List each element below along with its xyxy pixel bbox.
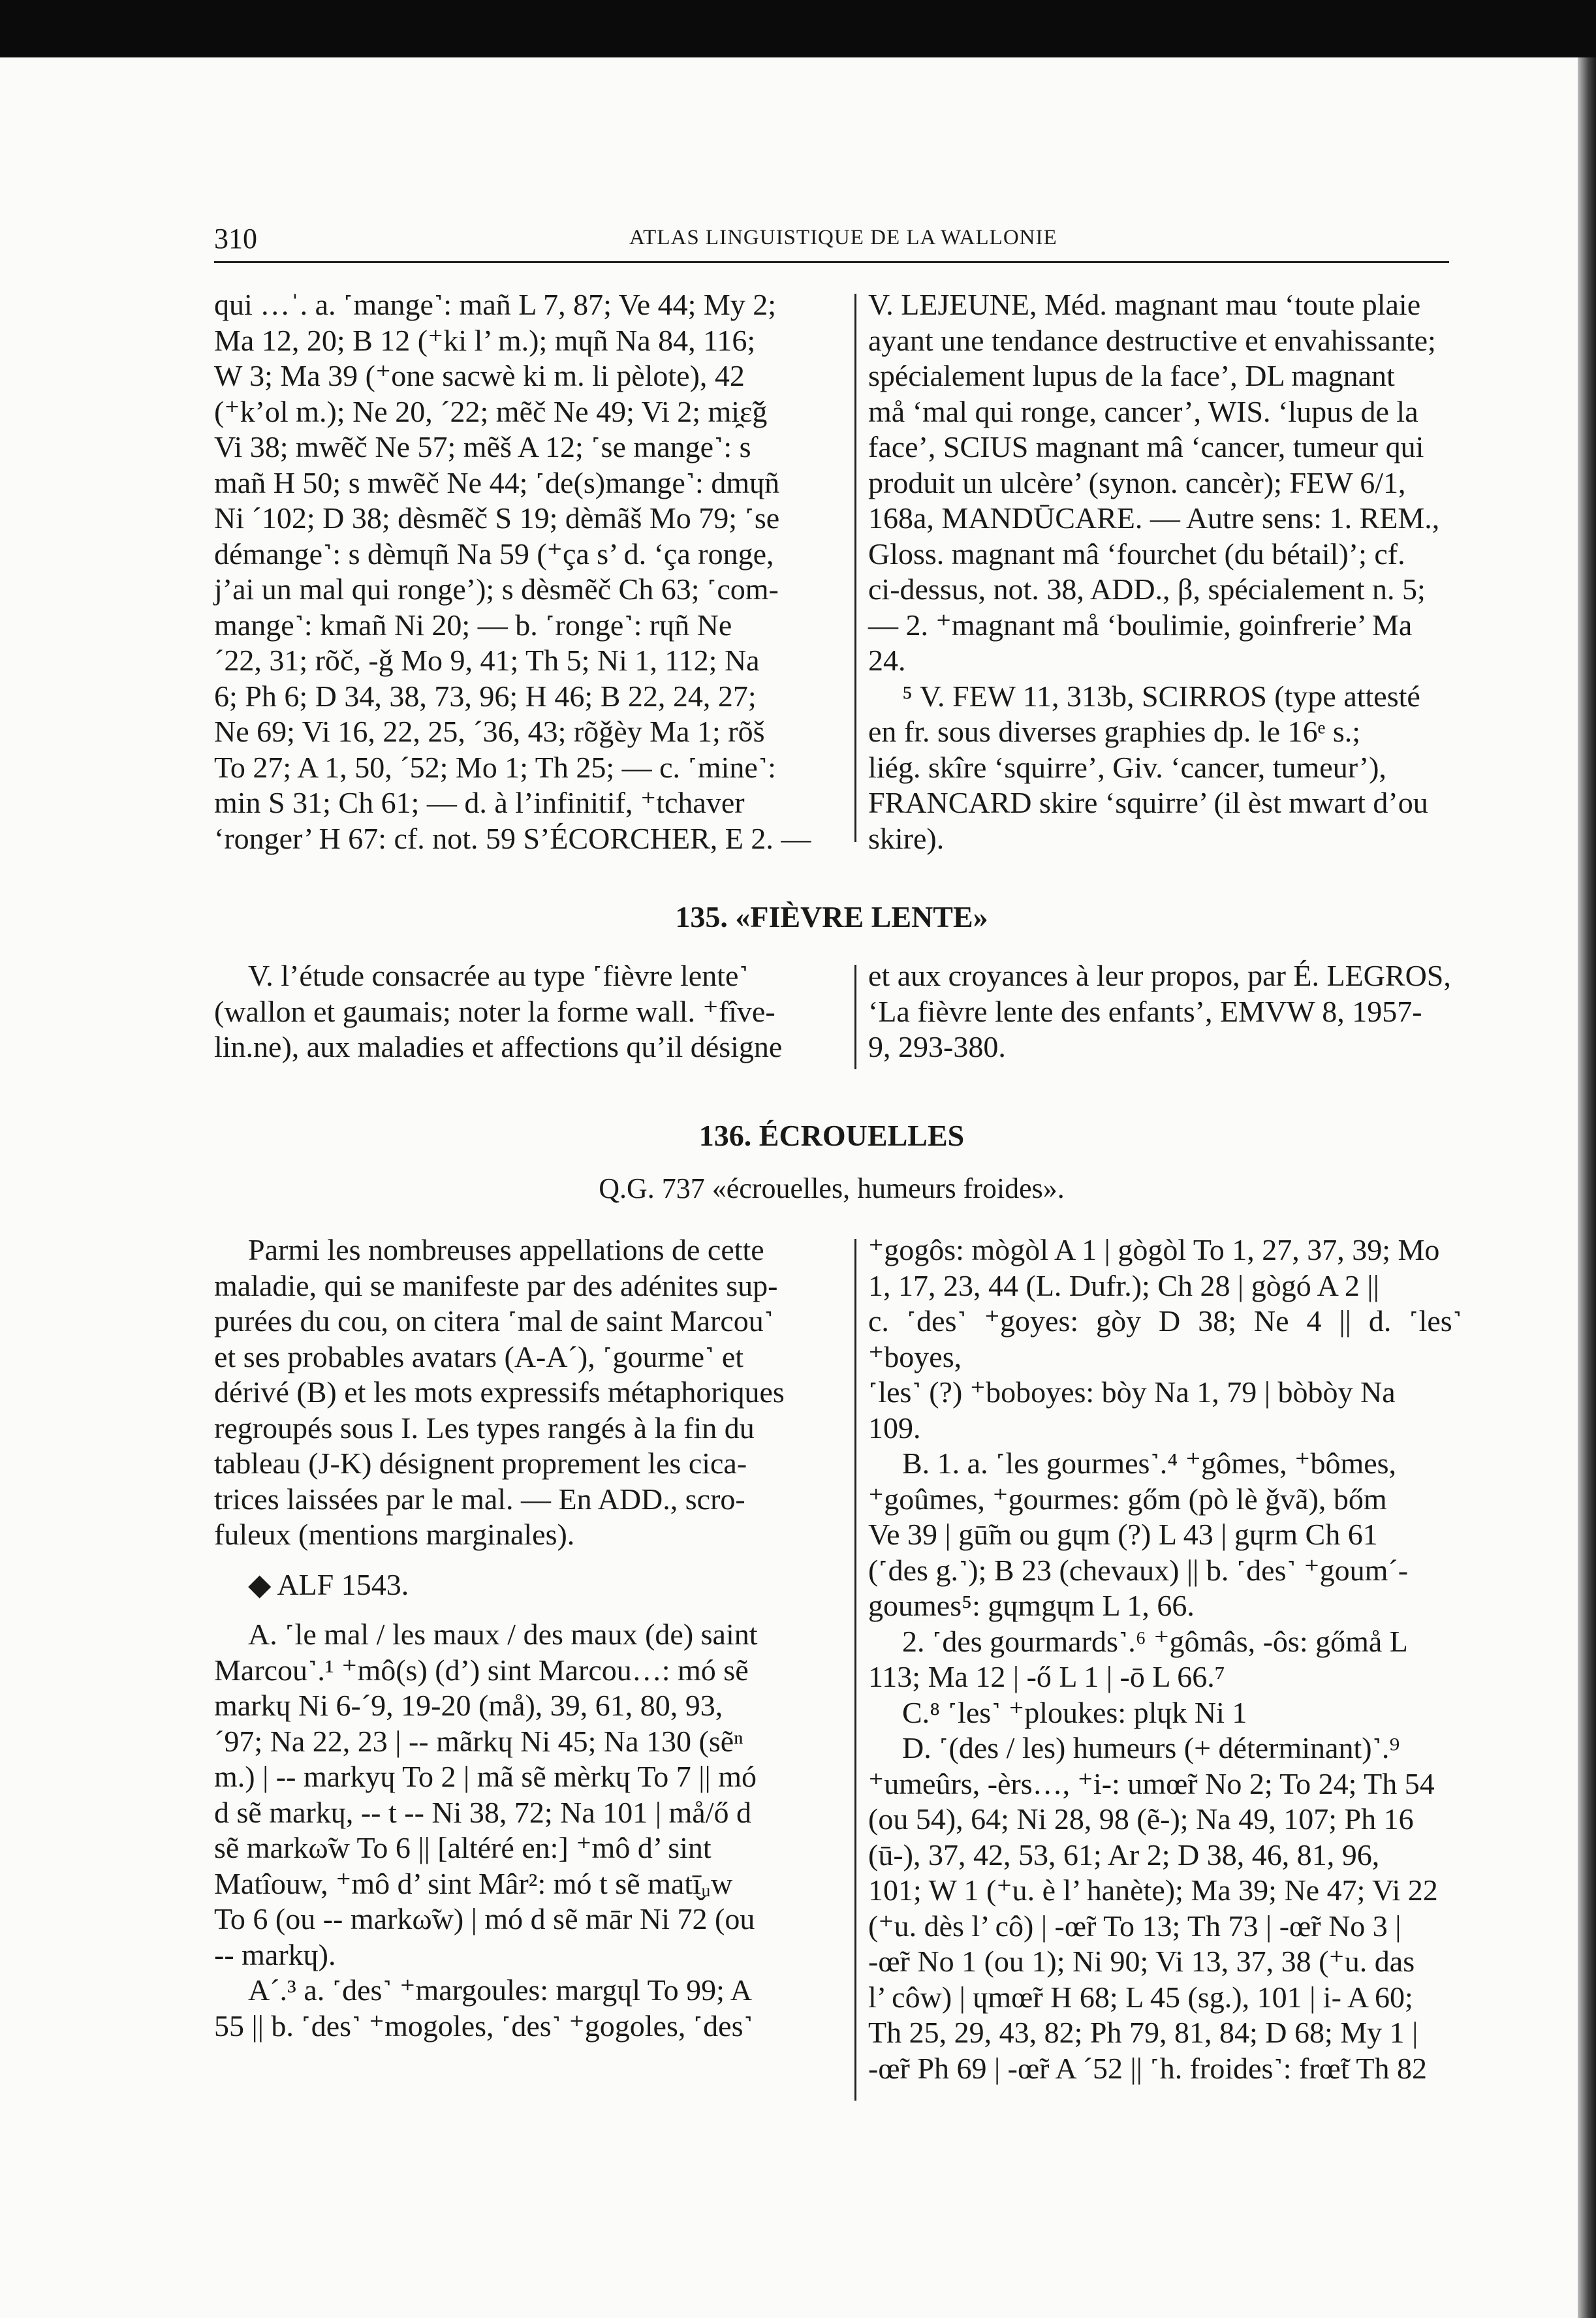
text-line: tableau (J-K) désignent proprement les cica- [214, 1447, 747, 1480]
text-line: 24. [868, 644, 906, 677]
text-line: dérivé (B) et les mots expressifs métaphoriques [214, 1375, 785, 1409]
text-line: purées du cou, on citera ˹mal de saint Marcou˺ [214, 1304, 774, 1338]
text-line: ayant une tendance destructive et envahissante; [868, 323, 1436, 357]
text-line: ‘La fièvre lente des enfants’, EMVW 8, 1957- [868, 994, 1422, 1028]
text-line: ´97; Na 22, 23 | -- mãrkɥ Ni 45; Na 130 (sẽⁿ [214, 1724, 743, 1758]
running-title: ATLAS LINGUISTIQUE DE LA WALLONIE [629, 226, 1057, 249]
paragraph-gap [214, 1603, 842, 1617]
text-line: V. l’étude consacrée au type ˹fièvre lente˺ [248, 959, 749, 992]
text-line: — 2. ⁺magnant må ‘boulimie, goinfrerie’ Ma [868, 608, 1413, 642]
text-line: 9, 293-380. [868, 1030, 1006, 1063]
text-line: To 27; A 1, 50, ´52; Mo 1; Th 25; — c. ˹mine˺: [214, 750, 776, 784]
text-line: (ou 54), 64; Ni 28, 98 (ẽ-); Na 49, 107; Ph 16 [868, 1802, 1414, 1836]
text-line: trices laissées par le mal. — En ADD., scro- [214, 1482, 745, 1516]
text-line: Ne 69; Vi 16, 22, 25, ´36, 43; rõǧèy Ma 1; rõš [214, 715, 765, 748]
text-line: d sẽ markɥ, -- t -- Ni 38, 72; Na 101 | må/ő d [214, 1795, 751, 1829]
text-line: ci-dessus, not. 38, ADD., β, spécialement n. 5; [868, 572, 1426, 606]
text-line: fuleux (mentions marginales). [214, 1518, 575, 1551]
text-line: skire). [868, 821, 945, 855]
text-line: maladie, qui se manifeste par des adénites sup- [214, 1268, 778, 1302]
text-line: -œ̃r Ph 69 | -œ̃r A ´52 || ˹h. froides˺: frœ̃t Th 82 [868, 2051, 1427, 2085]
text-line: l’ côw) | ɥmœ̃r H 68; L 45 (sg.), 101 | i- A 60; [868, 1980, 1413, 2014]
paragraph-gap [214, 1553, 842, 1567]
running-head [214, 222, 1449, 255]
text-line: (⁺k’ol m.); Ne 20, ´22; mẽč Ne 49; Vi 2; mi̯ɛ̃ǧ [214, 394, 768, 428]
text-line: ´22, 31; rõč, -ǧ Mo 9, 41; Th 5; Ni 1, 112; Na [214, 644, 760, 677]
text-line: må ‘mal qui ronge, cancer’, WIS. ‘lupus de la [868, 394, 1418, 428]
text-line: markɥ Ni 6-´9, 19-20 (må), 39, 61, 80, 93, [214, 1689, 723, 1722]
text-line: V. LEJEUNE, Méd. magnant mau ‘toute plaie [868, 288, 1421, 321]
text-line: 1, 17, 23, 44 (L. Dufr.); Ch 28 | gògó A 2 || [868, 1268, 1379, 1302]
top-right-column [868, 287, 1462, 856]
text-line: 113; Ma 12 | -ő L 1 | -ō L 66.⁷ [868, 1660, 1225, 1693]
text-line: sẽ markω̃w To 6 || [altéré en:] ⁺mô d’ sint [214, 1831, 712, 1864]
text-line: 55 || b. ˹des˺ ⁺mogoles, ˹des˺ ⁺gogoles, ˹des˺ [214, 2009, 753, 2043]
text-line: Marcou˺.¹ ⁺mô(s) (d’) sint Marcou…: mó sẽ [214, 1653, 749, 1687]
text-line: A. ˹le mal / les maux / des maux (de) saint [248, 1618, 758, 1651]
section-135-left [214, 958, 842, 1065]
text-line: qui …ˈ. a. ˹mange˺: mañ L 7, 87; Ve 44; My 2; [214, 288, 777, 321]
text-line: et ses probables avatars (A-A´), ˹gourme˺ et [214, 1339, 744, 1373]
text-line: produit un ulcère’ (synon. cancèr); FEW 6/1, [868, 465, 1406, 499]
section-136-subheading: Q.G. 737 «écrouelles, humeurs froides». [599, 1172, 1065, 1204]
text-line: C.⁸ ˹les˺ ⁺ploukes: plɥk Ni 1 [902, 1695, 1247, 1729]
text-line: A´.³ a. ˹des˺ ⁺margoules: margɥl To 99; A [248, 1973, 753, 2007]
text-line: regroupés sous I. Les types rangés à la fin du [214, 1411, 755, 1445]
text-line: (˹des g.˺); B 23 (chevaux) || b. ˹des˺ ⁺goum´- [868, 1553, 1409, 1587]
section-136-left [214, 1232, 842, 2044]
text-line: face’, SCIUS magnant mâ ‘cancer, tumeur qui [868, 430, 1424, 463]
text-line: Ve 39 | gū̃m ou gɥm (?) L 43 | gɥrm Ch 61 [868, 1518, 1378, 1551]
column-rule [854, 965, 856, 1069]
text-line: B. 1. a. ˹les gourmes˺.⁴ ⁺gômes, ⁺bômes, [902, 1447, 1397, 1480]
text-line: -- markɥ). [214, 1937, 336, 1971]
top-left-column [214, 287, 842, 856]
text-line: ‘ronger’ H 67: cf. not. 59 S’ÉCORCHER, E 2. — [214, 821, 811, 855]
text-line: liég. skîre ‘squirre’, Giv. ‘cancer, tumeur’), [868, 750, 1386, 784]
text-line: démange˺: s dèmɥñ Na 59 (⁺ça s’ d. ‘ça ronge, [214, 537, 774, 571]
text-line: Th 25, 29, 43, 82; Ph 79, 81, 84; D 68; My 1 | [868, 2016, 1418, 2049]
footnote-5: ⁵ V. FEW 11, 313b, SCIRROS (type attesté [902, 679, 1420, 713]
text-line: mañ H 50; s mwẽč Ne 44; ˹de(s)mange˺: dmɥñ [214, 465, 780, 499]
text-line: (ū-), 37, 42, 53, 61; Ar 2; D 38, 46, 81, 96, [868, 1838, 1380, 1872]
text-line: 101; W 1 (⁺u. è l’ hanète); Ma 39; Ne 47; Vi 22 [868, 1873, 1438, 1907]
text-line: Parmi les nombreuses appellations de cette [248, 1233, 764, 1266]
text-line: Gloss. magnant mâ ‘fourchet (du bétail)’; cf. [868, 537, 1405, 571]
section-136-right [868, 1232, 1462, 2086]
text-line: goumes⁵: gɥmgɥm L 1, 66. [868, 1589, 1195, 1622]
scan-top-border [0, 0, 1596, 57]
header-rule [214, 261, 1449, 263]
text-line: ⁺umeûrs, -èrs…, ⁺i-: umœ̃r No 2; To 24; Th 54 [868, 1766, 1435, 1800]
text-line: 2. ˹des gourmards˺.⁶ ⁺gômâs, -ôs: gőmå L [902, 1624, 1408, 1658]
text-line: D. ˹(des / les) humeurs (+ déterminant)˺.⁹ [902, 1731, 1400, 1764]
text-line: W 3; Ma 39 (⁺one sacwè ki m. li pèlote), 42 [214, 359, 745, 392]
text-line: (wallon et gaumais; noter la forme wall. ⁺fîve- [214, 994, 775, 1028]
column-rule [854, 1239, 856, 2101]
text-line: (⁺u. dès l’ cô) | -œ̃r To 13; Th 73 | -œ̃r No 3 | [868, 1909, 1401, 1943]
section-135-heading: 135. «FIÈVRE LENTE» [675, 900, 988, 933]
text-line: Ni ´102; D 38; dèsmẽč S 19; dèmãš Mo 79; ˹se [214, 501, 780, 535]
text-line: Vi 38; mwẽč Ne 57; mẽš A 12; ˹se mange˺: s [214, 430, 751, 463]
alf-reference: ◆ ALF 1543. [248, 1567, 409, 1601]
text-line: j’ai un mal qui ronge’); s dèsmẽč Ch 63; ˹com- [214, 572, 779, 606]
text-line: spécialement lupus de la face’, DL magnant [868, 359, 1395, 392]
text-line: Ma 12, 20; B 12 (⁺ki l’ m.); mɥñ Na 84, 116; [214, 323, 756, 357]
text-line: To 6 (ou -- markω̃w) | mó d sẽ mār Ni 72 (ou [214, 1902, 755, 1935]
text-line: -œ̃r No 1 (ou 1); Ni 90; Vi 13, 37, 38 (⁺u. das [868, 1945, 1415, 1978]
text-line: FRANCARD skire ‘squirre’ (il èst mwart d’ou [868, 786, 1428, 819]
text-line: c. ˹des˺ ⁺goyes: gòy D 38; Ne 4 || d. ˹les˺ ⁺boyes, [868, 1304, 1462, 1373]
section-135-right [868, 958, 1462, 1065]
text-line: Matîouw, ⁺mô d’ sint Mâr²: mó t sẽ matī̬ᵤw [214, 1866, 733, 1900]
text-line: min S 31; Ch 61; — d. à l’infinitif, ⁺tchaver [214, 786, 745, 819]
text-line: 168a, MANDŪCARE. — Autre sens: 1. REM., [868, 501, 1440, 535]
scan-right-edge [1578, 57, 1596, 2318]
text-line: et aux croyances à leur propos, par É. LEGROS, [868, 959, 1451, 992]
text-line: 109. [868, 1411, 921, 1445]
page-number: 310 [214, 223, 257, 255]
text-line: ⁺gogôs: mògòl A 1 | gògòl To 1, 27, 37, 39; Mo [868, 1233, 1440, 1266]
text-line: m.) | -- markyɥ To 2 | mã sẽ mèrkɥ To 7 || mó [214, 1760, 757, 1793]
text-line: 6; Ph 6; D 34, 38, 73, 96; H 46; B 22, 24, 27; [214, 679, 757, 713]
text-line: lin.ne), aux maladies et affections qu’il désigne [214, 1030, 783, 1063]
text-line: ⁺goûmes, ⁺gourmes: gőm (pò lè ǧvã), bőm [868, 1482, 1387, 1516]
text-line: en fr. sous diverses graphies dp. le 16ᵉ s.; [868, 715, 1361, 748]
column-rule [854, 294, 856, 842]
text-line: mange˺: kmañ Ni 20; — b. ˹ronge˺: rɥñ Ne [214, 608, 732, 642]
section-136-heading: 136. ÉCROUELLES [698, 1119, 965, 1152]
text-line: ˹les˺ (?) ⁺boboyes: bòy Na 1, 79 | bòbòy Na [868, 1375, 1396, 1409]
